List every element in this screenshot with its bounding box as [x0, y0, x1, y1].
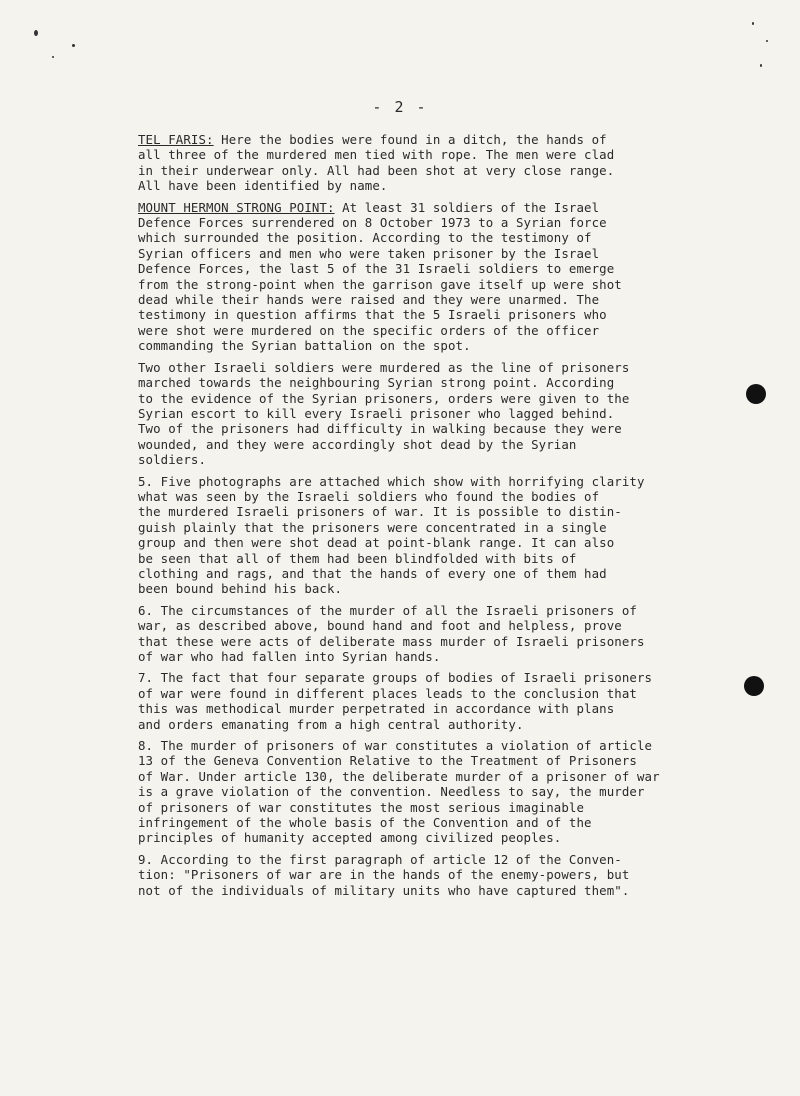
paragraph-line: of war who had fallen into Syrian hands.: [138, 649, 441, 664]
paragraph-line: testimony in question affirms that the 5 Israeli prisoners who: [138, 307, 607, 323]
paragraph-line: Syrian escort to kill every Israeli prisoner who lagged behind.: [138, 405, 615, 421]
paragraph-line: to the evidence of the Syrian prisoners, orders were given to the: [138, 390, 630, 406]
paragraph-line: group and then were shot dead at point-blank range. It can also: [138, 535, 615, 551]
paragraph-line: commanding the Syrian battalion on the spot.: [138, 338, 471, 354]
page-number: - 2 -: [372, 98, 428, 116]
paragraph-line: 7. The fact that four separate groups of bodies of Israeli prisoners: [138, 670, 653, 686]
paragraph-line: Defence Forces surrendered on 8 October 1973 to a Syrian force: [138, 215, 607, 231]
paragraph-line: been bound behind his back.: [138, 581, 343, 597]
paragraph-line: of prisoners of war constitutes the most serious imaginable: [138, 799, 585, 815]
paragraph: [138, 738, 690, 846]
paragraph-line: 5. Five photographs are attached which show with horrifying clarity: [138, 473, 645, 489]
paragraph-line: this was methodical murder perpetrated in accordance with plans: [138, 701, 615, 717]
paragraph-line: tion: "Prisoners of war are in the hands of the enemy-powers, but: [138, 867, 630, 883]
scan-speck: [760, 64, 762, 67]
paragraph-line: clothing and rags, and that the hands of every one of them had: [138, 565, 607, 581]
paragraph-line: dead while their hands were raised and they were unarmed. The: [138, 292, 600, 308]
paragraph-line: soldiers.: [138, 452, 207, 468]
paragraph: [138, 132, 690, 194]
paragraph-line: [138, 200, 690, 215]
paragraph: [138, 670, 690, 732]
document-body: [138, 132, 690, 904]
paragraph: [138, 852, 690, 898]
paragraph-line: is a grave violation of the convention. Needless to say, the murder: [138, 784, 645, 800]
paragraph-line: from the strong-point when the garrison gave itself up were shot: [138, 276, 622, 292]
paragraph-line: wounded, and they were accordingly shot dead by the Syrian: [138, 436, 577, 452]
paragraph-line: [138, 132, 690, 147]
heading-line-text: Here the bodies were found in a ditch, the hands of: [213, 132, 607, 147]
paragraph-line: Syrian officers and men who were taken prisoner by the Israel: [138, 245, 600, 261]
paragraph-line: Two other Israeli soldiers were murdered as the line of prisoners: [138, 359, 630, 375]
paragraph-line: the murdered Israeli prisoners of war. It is possible to distin-: [138, 504, 622, 520]
paragraph: [138, 200, 690, 354]
scan-speck: [34, 30, 38, 36]
paragraph-line: 9. According to the first paragraph of article 12 of the Conven-: [138, 851, 622, 867]
paragraph-line: Two of the prisoners had difficulty in walking because they were: [138, 421, 622, 437]
paragraph-line: what was seen by the Israeli soldiers who found the bodies of: [138, 488, 600, 504]
paragraph-line: 8. The murder of prisoners of war constitutes a violation of article: [138, 738, 653, 754]
paragraph: [138, 603, 690, 665]
paragraph-line: in their underwear only. All had been shot at very close range.: [138, 162, 615, 178]
paragraph-line: guish plainly that the prisoners were concentrated in a single: [138, 519, 607, 535]
paragraph-line: be seen that all of them had been blindfolded with bits of: [138, 550, 577, 566]
paragraph-line: Defence Forces, the last 5 of the 31 Israeli soldiers to emerge: [138, 261, 615, 277]
paragraph-line: 6. The circumstances of the murder of all the Israeli prisoners of: [138, 602, 637, 618]
paragraph: [138, 360, 690, 468]
paragraph-line: All have been identified by name.: [138, 178, 388, 194]
paragraph-line: infringement of the whole basis of the Convention and of the: [138, 815, 592, 831]
paragraph-line: principles of humanity accepted among civilized peoples.: [138, 830, 562, 846]
punch-hole-lower: [744, 676, 764, 696]
heading-line-text: At least 31 soldiers of the Israel: [334, 199, 600, 215]
paragraph-line: marched towards the neighbouring Syrian strong point. According: [138, 375, 615, 391]
scan-speck: [752, 22, 754, 25]
paragraph-line: not of the individuals of military units who have captured them".: [138, 882, 630, 898]
section-heading: MOUNT HERMON STRONG POINT:: [138, 199, 335, 215]
section-heading: TEL FARIS:: [138, 132, 214, 147]
paragraph-line: 13 of the Geneva Convention Relative to the Treatment of Prisoners: [138, 753, 637, 769]
punch-hole-upper: [746, 384, 766, 404]
scan-speck: [766, 40, 768, 42]
paragraph-line: which surrounded the position. According to the testimony of: [138, 230, 592, 246]
paragraph: [138, 474, 690, 597]
paragraph-line: and orders emanating from a high central authority.: [138, 716, 524, 732]
paragraph-line: all three of the murdered men tied with rope. The men were clad: [138, 147, 615, 163]
paragraph-line: that these were acts of deliberate mass murder of Israeli prisoners: [138, 633, 645, 649]
paragraph-line: of war were found in different places leads to the conclusion that: [138, 685, 637, 701]
paragraph-line: war, as described above, bound hand and foot and helpless, prove: [138, 618, 622, 634]
paragraph-line: were shot were murdered on the specific orders of the officer: [138, 322, 600, 338]
paragraph-line: of War. Under article 130, the deliberate murder of a prisoner of war: [138, 768, 660, 784]
scan-speck: [72, 44, 75, 47]
scan-speck: [52, 56, 54, 58]
